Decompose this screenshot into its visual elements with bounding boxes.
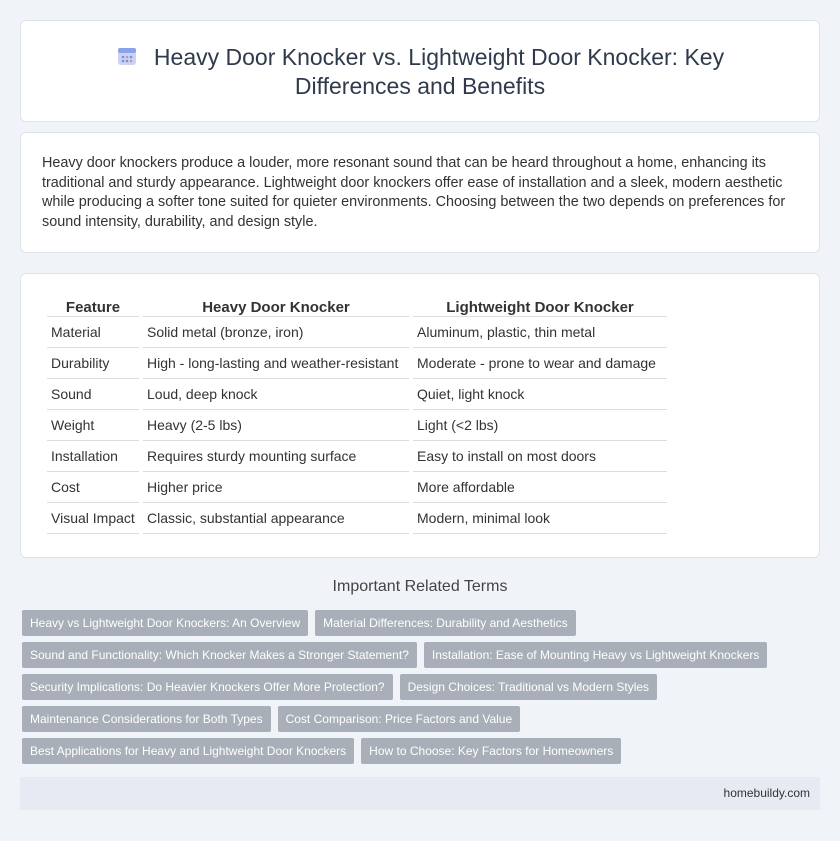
table-cell: Heavy (2-5 lbs) <box>143 410 409 441</box>
table-cell: Loud, deep knock <box>143 379 409 410</box>
header-feature: Feature <box>47 295 139 317</box>
comparison-table <box>43 295 671 534</box>
title-card <box>20 20 820 122</box>
related-tag[interactable]: Best Applications for Heavy and Lightweight Door Knockers <box>22 738 354 764</box>
footer <box>20 777 820 810</box>
table-row <box>47 348 667 379</box>
tag-row <box>22 610 802 636</box>
related-tag[interactable]: Sound and Functionality: Which Knocker Makes a Stronger Statement? <box>22 642 417 668</box>
table-row <box>47 317 667 348</box>
table-cell: Cost <box>47 472 139 503</box>
related-tag[interactable]: Maintenance Considerations for Both Types <box>22 706 271 732</box>
comparison-card <box>20 273 820 558</box>
table-cell: Material <box>47 317 139 348</box>
page-title-wrap <box>21 43 819 101</box>
related-tags <box>22 610 802 770</box>
table-cell: Light (<2 lbs) <box>413 410 667 441</box>
header-lightweight: Lightweight Door Knocker <box>413 295 667 317</box>
related-terms-title: Important Related Terms <box>332 578 508 595</box>
related-tag[interactable]: Security Implications: Do Heavier Knockers Offer More Protection? <box>22 674 393 700</box>
page-title: Heavy Door Knocker vs. Lightweight Door Knocker: Key Differences and Benefits <box>153 44 725 99</box>
table-cell: Visual Impact <box>47 503 139 534</box>
table-cell: High - long-lasting and weather-resistant <box>143 348 409 379</box>
table-cell: Higher price <box>143 472 409 503</box>
table-cell: More affordable <box>413 472 667 503</box>
related-tag[interactable]: How to Choose: Key Factors for Homeowners <box>361 738 621 764</box>
table-row <box>47 503 667 534</box>
table-cell: Sound <box>47 379 139 410</box>
table-cell: Installation <box>47 441 139 472</box>
table-cell: Durability <box>47 348 139 379</box>
tag-row <box>22 738 802 764</box>
tag-row <box>22 674 802 700</box>
calendar-icon <box>116 45 138 67</box>
table-cell: Aluminum, plastic, thin metal <box>413 317 667 348</box>
table-cell: Weight <box>47 410 139 441</box>
table-row <box>47 472 667 503</box>
related-tag[interactable]: Material Differences: Durability and Aesthetics <box>315 610 576 636</box>
related-tag[interactable]: Heavy vs Lightweight Door Knockers: An Overview <box>22 610 308 636</box>
tag-row <box>22 642 802 668</box>
related-tag[interactable]: Cost Comparison: Price Factors and Value <box>278 706 521 732</box>
intro-card <box>20 132 820 253</box>
table-cell: Requires sturdy mounting surface <box>143 441 409 472</box>
table-cell: Classic, substantial appearance <box>143 503 409 534</box>
footer-site[interactable]: homebuildy.com <box>723 786 810 800</box>
table-row <box>47 379 667 410</box>
table-cell: Quiet, light knock <box>413 379 667 410</box>
tag-row <box>22 706 802 732</box>
table-row <box>47 441 667 472</box>
table-row <box>47 410 667 441</box>
related-tag[interactable]: Design Choices: Traditional vs Modern Styles <box>400 674 657 700</box>
intro-paragraph: Heavy door knockers produce a louder, more resonant sound that can be heard throughout a home, enhancing its traditional and sturdy appearance. Lightweight door knockers offer ease of installation and a sleek, modern aesthetic while producing a softer tone suited for quieter environments. Choosing between the two depends on preferences for sound intensity, durability, and design style. <box>42 155 786 230</box>
table-cell: Solid metal (bronze, iron) <box>143 317 409 348</box>
table-cell: Moderate - prone to wear and damage <box>413 348 667 379</box>
table-cell: Easy to install on most doors <box>413 441 667 472</box>
table-header-row <box>47 295 667 317</box>
related-tag[interactable]: Installation: Ease of Mounting Heavy vs Lightweight Knockers <box>424 642 768 668</box>
header-heavy: Heavy Door Knocker <box>143 295 409 317</box>
table-cell: Modern, minimal look <box>413 503 667 534</box>
